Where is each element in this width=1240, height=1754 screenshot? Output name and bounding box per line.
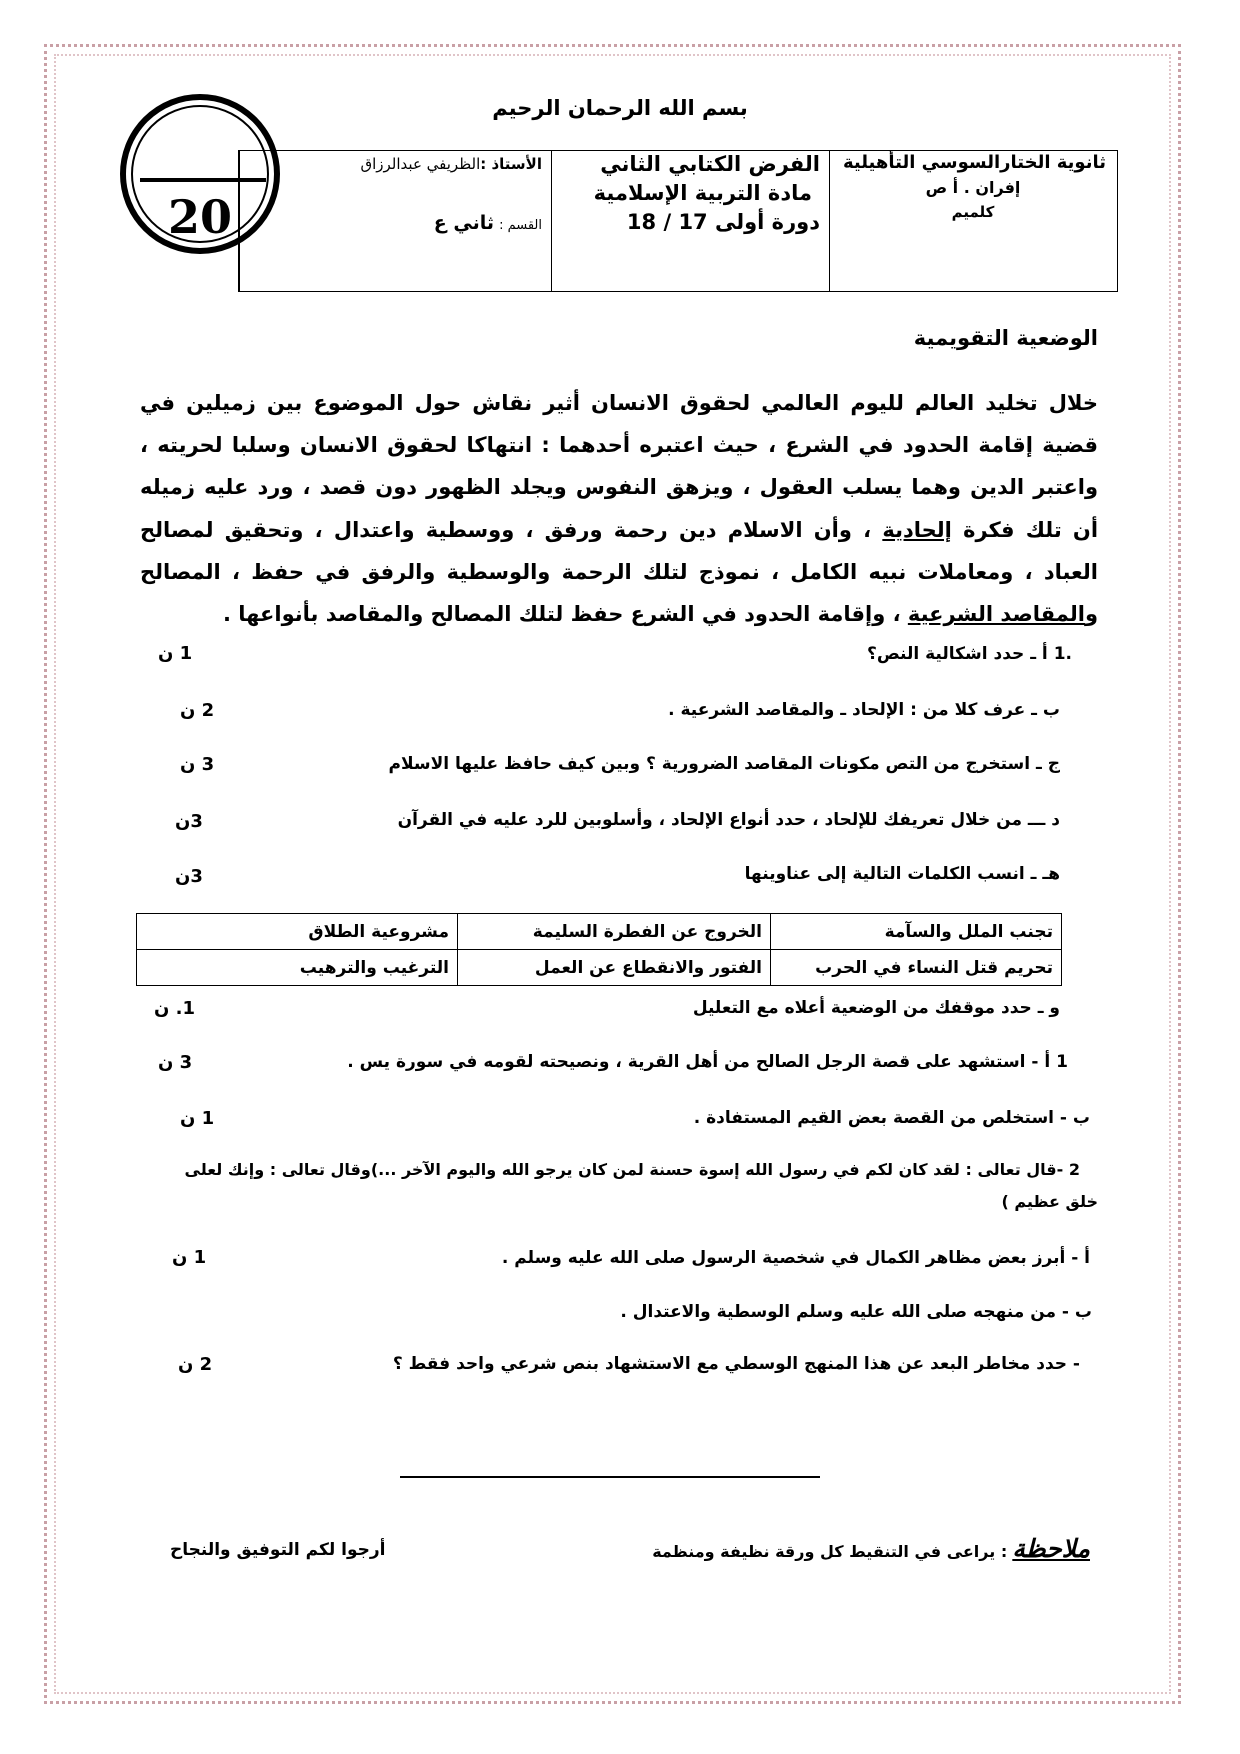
class-line <box>400 212 542 234</box>
points-1e: 3ن <box>175 866 203 887</box>
question-3-line1: 2 -قال تعالى : لقد كان لكم في رسول الله إسوة حسنة لمن كان يرجو الله واليوم الآخر ...)وقال تعالى : وإنك لعلى <box>184 1160 1080 1179</box>
class-value: ثاني ع <box>433 212 494 234</box>
school-region: كلميم <box>951 203 995 221</box>
question-1a: .1 أ ـ حدد اشكالية النص؟ <box>867 644 1072 664</box>
passage-ilhadiya: إلحادية <box>882 517 952 542</box>
footer-note <box>652 1534 1090 1563</box>
term-cell: مشروعية الطلاق <box>137 914 458 950</box>
points-3a: 1 ن <box>172 1247 207 1268</box>
terms-table <box>136 913 1062 986</box>
question-3b: ب - من منهجه صلى الله عليه وسلم الوسطية والاعتدال . <box>620 1302 1092 1322</box>
exam-subject: مادة التربية الإسلامية <box>593 181 812 205</box>
question-1e: هـ ـ انسب الكلمات التالية إلى عناوينها <box>744 864 1060 884</box>
score-total: 20 <box>167 190 232 244</box>
question-2b: ب - استخلص من القصة بعض القيم المستفادة . <box>693 1108 1090 1128</box>
points-1a: 1 ن <box>158 643 193 664</box>
term-cell: الترغيب والترهيب <box>137 950 458 986</box>
points-3c: 2 ن <box>178 1354 213 1375</box>
exam-title: الفرض الكتابي الثاني <box>600 152 820 176</box>
points-1c: 3 ن <box>180 754 215 775</box>
question-1c: ج ـ استخرج من التص مكونات المقاصد الضرورية ؟ وبين كيف حافظ عليها الاسلام <box>388 754 1060 774</box>
question-1b: ب ـ عرف كلا من : الإلحاد ـ والمقاصد الشرعية . <box>668 700 1060 720</box>
terms-row <box>137 950 1062 986</box>
question-1f: و ـ حدد موقفك من الوضعية أعلاه مع التعليل <box>692 998 1060 1018</box>
question-1d: د ـــ من خلال تعريفك للإلحاد ، حدد أنواع الإلحاد ، وأسلوبين للرد عليه في القرآن <box>397 810 1060 830</box>
passage-part-2: ، وأن الاسلام دين رحمة ورفق ، ووسطية واعتدال ، وتحقيق لمصالح العباد ، ومعاملات نبيه الكامل ، نموذج لتلك الرحمة والوسطية والرفق في حفظ ، المصالح و <box>140 517 1098 627</box>
question-3c: - حدد مخاطر البعد عن هذا المنهج الوسطي مع الاستشهاد بنص شرعي واحد فقط ؟ <box>392 1354 1080 1374</box>
question-3-line2: خلق عظيم ) <box>1001 1192 1098 1211</box>
school-city: إفران . أ ص <box>925 178 1021 197</box>
exam-session: دورة أولى 17 / 18 <box>626 210 820 234</box>
teacher-line <box>330 155 542 173</box>
school-info <box>840 150 1106 225</box>
teacher-name: الظريفي عبدالرزاق <box>360 155 481 173</box>
points-1f: 1. ن <box>154 998 195 1019</box>
term-cell: تحريم قتل النساء في الحرب <box>771 950 1062 986</box>
question-2a: 1 أ - استشهد على قصة الرجل الصالح من أهل القرية ، ونصيحته لقومه في سورة يس . <box>347 1052 1068 1072</box>
school-name: ثانوية الختارالسوسي التأهيلية <box>842 152 1106 173</box>
points-2a: 3 ن <box>158 1052 193 1073</box>
basmala: بسم الله الرحمان الرحيم <box>492 96 748 120</box>
passage-maqasid: المقاصد الشرعية <box>907 602 1085 627</box>
teacher-label: الأستاذ : <box>480 155 542 173</box>
points-2b: 1 ن <box>180 1108 215 1129</box>
points-1b: 2 ن <box>180 700 215 721</box>
question-3a: أ - أبرز بعض مظاهر الكمال في شخصية الرسول صلى الله عليه وسلم . <box>501 1248 1090 1268</box>
term-cell: تجنب الملل والسآمة <box>771 914 1062 950</box>
passage-part-1: خلال تخليد العالم لليوم العالمي لحقوق الانسان أثير نقاش حول الموضوع بين زميلين في قضية إقامة الحدود في الشرع ، حيث اعتبره أحدهما : انتهاكا لحقوق الانسان وسلبا لحريته ، واعتبر الدين وهما يسلب العقول ، ويزهق النفوس ويجلد الظهور دون قصد ، ورد عليه زميله أن تلك فكرة <box>140 391 1099 542</box>
footer-wish: أرجوا لكم التوفيق والنجاح <box>170 1540 386 1560</box>
class-label: القسم : <box>499 218 542 233</box>
note-label: ملاحظة <box>1012 1534 1090 1563</box>
passage-part-3: ، وإقامة الحدود في الشرع حفظ لتلك المصالح والمقاصد بأنواعها . <box>222 602 901 627</box>
separator-line <box>400 1476 820 1478</box>
term-cell: الفتور والانقطاع عن العمل <box>458 950 771 986</box>
points-1d: 3ن <box>175 811 203 832</box>
situation-passage <box>140 382 1098 635</box>
exam-info <box>558 150 820 237</box>
term-cell: الخروج عن الفطرة السليمة <box>458 914 771 950</box>
section-title: الوضعية التقويمية <box>913 326 1098 350</box>
note-text: : يراعى في التنقيط كل ورقة نظيفة ومنظمة <box>652 1542 1008 1561</box>
terms-row <box>137 914 1062 950</box>
